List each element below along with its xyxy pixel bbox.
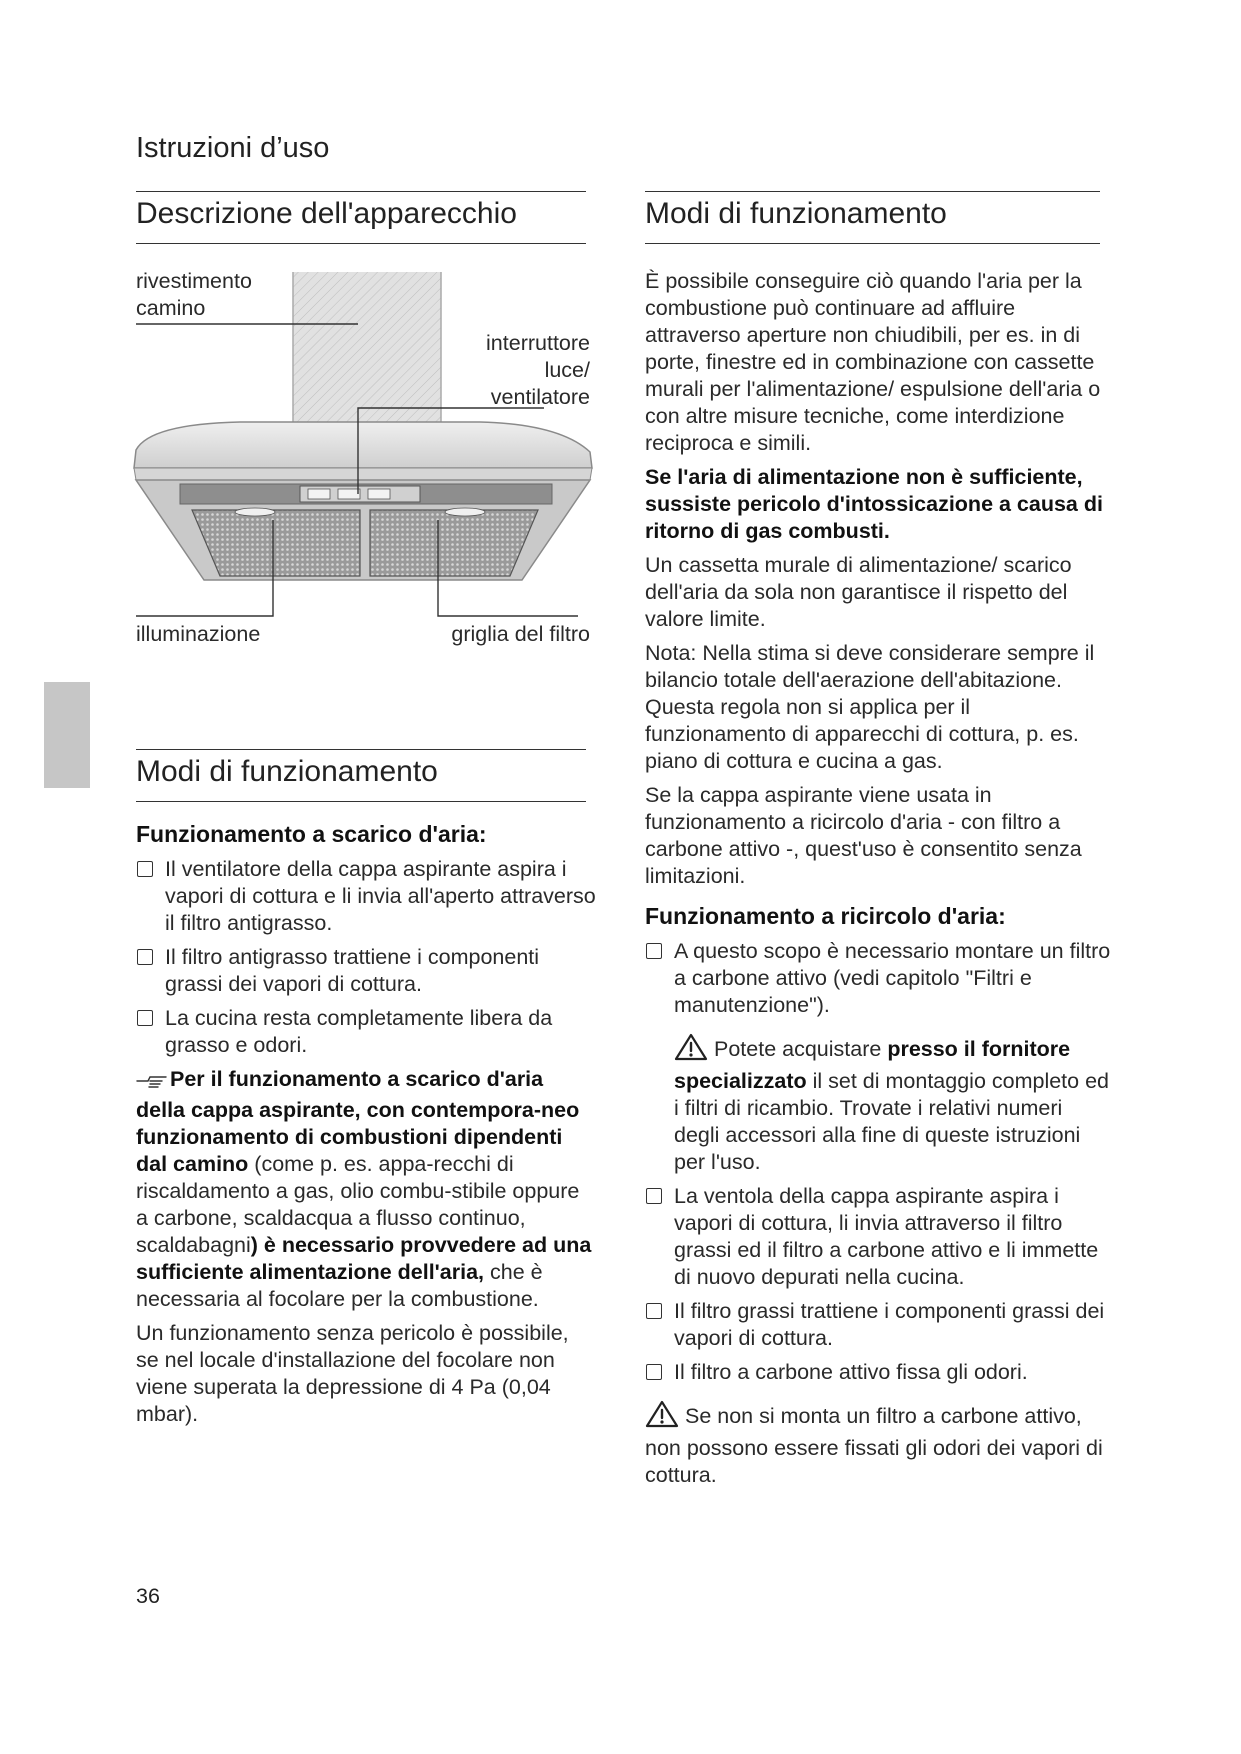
- carbon-filter-warning: [645, 1400, 1113, 1489]
- note-text: che è necessaria al focolare per la combustione.: [136, 1260, 543, 1311]
- recirc-list-item: [645, 1359, 1113, 1386]
- section-rule: [645, 191, 1100, 192]
- wall-box-paragraph: Un cassetta murale di alimentazione/ scarico dell'aria da sola non garantisce il rispetto del valore limite.: [645, 553, 1072, 631]
- exhaust-item-text: Il ventilatore della cappa aspirante aspira i vapori di cottura e li invia all'aperto attraverso il filtro antigrasso.: [165, 857, 596, 935]
- section-rule: [645, 243, 1100, 244]
- section-rule: [136, 801, 586, 802]
- recirc-item-text: La ventola della cappa aspirante aspira i vapori di cottura, li invia attraverso il filtro grassi ed il filtro a carbone attivo e li immette di nuovo depurati nella cucina.: [674, 1184, 1099, 1289]
- filter-grid-left: [192, 510, 360, 576]
- warning-text: Potete acquistare: [714, 1037, 888, 1061]
- checkbox-icon: [646, 1364, 662, 1380]
- exhaust-item-text: Il filtro antigrasso trattiene i componenti grassi dei vapori di cottura.: [165, 945, 540, 996]
- recirc-list-item: [645, 1183, 1113, 1291]
- note-text: (come p. es. appa-recchi di riscaldamento a gas, olio combu-stibile oppure a carbone, scaldacqua a flusso continuo, scaldabagni: [136, 1152, 580, 1257]
- section-rule: [136, 243, 586, 244]
- checkbox-icon: [646, 1303, 662, 1319]
- label-chimney-cover: rivestimento camino: [136, 269, 252, 320]
- accessories-warning: [674, 1033, 1113, 1176]
- warning-text: il set di montaggio completo ed i filtri di ricambio. Trovate i relativi numeri degli accessori alla fine di queste istruzioni per l'uso.: [674, 1069, 1110, 1174]
- warning-bold-text: presso il fornitore specializzato: [674, 1037, 1071, 1093]
- combustion-air-paragraph: È possibile conseguire ciò quando l'aria per la combustione può continuare ad affluire attraverso aperture non chiudibili, per es. in di porte, finestre ed in combinazione con cassette murali per l'alimentazione/ espulsione dell'aria o con altre misure tecniche, come interdizione reciproca e simili.: [645, 269, 1101, 455]
- recirc-item-text: Il filtro grassi trattiene i componenti grassi dei vapori di cottura.: [674, 1299, 1105, 1350]
- page-header-title: Istruzioni d’uso: [136, 132, 330, 164]
- exhaust-item-text: La cucina resta completamente libera da grasso e odori.: [165, 1006, 553, 1057]
- exhaust-combustion-note: [136, 1066, 596, 1313]
- section-title-operating-modes: Modi di funzionamento: [136, 755, 438, 788]
- checkbox-icon: [137, 861, 153, 877]
- recirc-list-item: [645, 1298, 1113, 1352]
- checkbox-icon: [137, 1010, 153, 1026]
- depression-paragraph: Un funzionamento senza pericolo è possibile, se nel locale d'installazione del focolare non viene superata la depressione di 4 Pa (0,04 mbar).: [136, 1321, 569, 1426]
- recirc-item-text: A questo scopo è necessario montare un filtro a carbone attivo (vedi capitolo "Filtri e manutenzione").: [674, 939, 1111, 1017]
- chapter-side-tab: [44, 682, 90, 788]
- section-rule: [136, 191, 586, 192]
- section-title-description: Descrizione dell'apparecchio: [136, 197, 517, 230]
- lamp-right: [445, 508, 485, 516]
- checkbox-icon: [646, 1188, 662, 1204]
- filter-grid-right: [370, 510, 538, 576]
- label-switch-line3: ventilatore: [490, 385, 590, 409]
- exhaust-mode-heading: Funzionamento a scarico d'aria:: [136, 821, 487, 847]
- left-column-text: [136, 820, 596, 1435]
- hood-canopy: [134, 422, 592, 468]
- exhaust-list-item: [136, 944, 596, 998]
- pointing-hand-icon: [136, 1070, 168, 1097]
- right-column-text: [645, 268, 1113, 1496]
- lamp-left: [235, 508, 275, 516]
- label-switch-line2: luce/: [544, 358, 590, 382]
- label-switch-line1: interruttore: [486, 331, 590, 355]
- nota-paragraph: Nota: Nella stima si deve considerare sempre il bilancio totale dell'aerazione dell'abitazione. Questa regola non si applica per il funzionamento di apparecchi di cottura, p. es. piano di cottura e cucina a gas.: [645, 641, 1095, 773]
- warning-triangle-icon: [674, 1033, 708, 1068]
- section-rule: [136, 749, 586, 750]
- checkbox-icon: [646, 943, 662, 959]
- section-title-operating-modes-right: Modi di funzionamento: [645, 197, 947, 230]
- recirculation-allowed-paragraph: Se la cappa aspirante viene usata in funzionamento a ricircolo d'aria - con filtro a carbone attivo -, quest'uso è consentito senza limitazioni.: [645, 783, 1082, 888]
- note-bold-text: Per il funzionamento a scarico d'aria della cappa aspirante, con contempora-neo funzionamento di combustioni dipendenti dal camino: [136, 1067, 580, 1176]
- warning-text: Se non si monta un filtro a carbone attivo, non possono essere fissati gli odori dei vapori di cottura.: [645, 1404, 1103, 1487]
- label-filter-grid: griglia del filtro: [451, 622, 590, 646]
- recirc-list-item: [645, 938, 1113, 1019]
- label-lighting: illuminazione: [136, 622, 261, 646]
- recirculation-mode-heading: Funzionamento a ricircolo d'aria:: [645, 903, 1006, 929]
- exhaust-list-item: [136, 856, 596, 937]
- warning-triangle-icon: [645, 1400, 679, 1435]
- danger-paragraph: Se l'aria di alimentazione non è sufficiente, sussiste pericolo d'intossicazione a causa di ritorno di gas combusti.: [645, 465, 1103, 543]
- label-light-fan-switch: [430, 330, 590, 411]
- recirc-item-text: Il filtro a carbone attivo fissa gli odori.: [674, 1360, 1028, 1384]
- exhaust-list-item: [136, 1005, 596, 1059]
- checkbox-icon: [137, 949, 153, 965]
- page-number: 36: [136, 1584, 160, 1608]
- note-bold-text: ) è necessario provvedere ad una sufficiente alimentazione dell'aria,: [136, 1233, 592, 1284]
